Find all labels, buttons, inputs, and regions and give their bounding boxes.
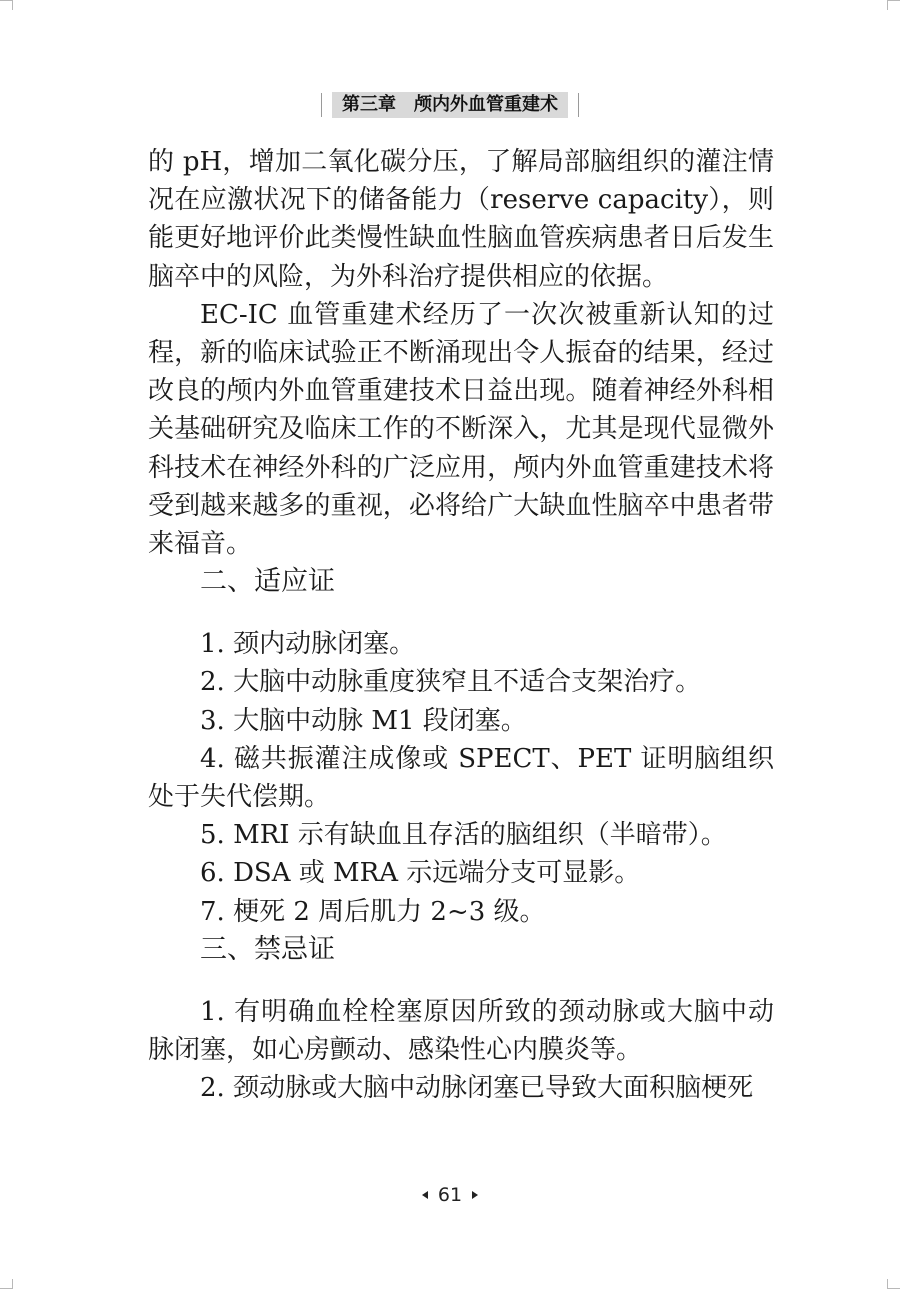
- indications-list: [148, 625, 774, 931]
- body-paragraph: 的 pH，增加二氧化碳分压，了解局部脑组织的灌注情况在应激状况下的储备能力（reserve capacity），则能更好地评价此类慢性缺血性脑血管疾病患者日后发生脑卒中的风险，为外科治疗提供相应的依据。: [148, 147, 774, 292]
- running-head-box: [332, 92, 568, 118]
- list-item: 5. MRI 示有缺血且存活的脑组织（半暗带）。: [200, 820, 727, 851]
- running-head-rule-left: [321, 93, 322, 117]
- list-item: 2. 颈动脉或大脑中动脉闭塞已导致大面积脑梗死: [200, 1073, 754, 1104]
- list-item: 2. 大脑中动脉重度狭窄且不适合支架治疗。: [200, 667, 702, 698]
- page-number: 61: [437, 1184, 463, 1206]
- section-heading-indications: 二、适应证: [200, 566, 335, 598]
- body-paragraph: EC-IC 血管重建术经历了一次次被重新认知的过程，新的临床试验正不断涌现出令人振奋的结果，经过改良的颅内外血管重建技术日益出现。随着神经外科相关基础研究及临床工作的不断深入，尤其是现代显微外科技术在神经外科的广泛应用，颅内外血管重建技术将受到越来越多的重视，必将给广大缺血性脑卒中患者带来福音。: [148, 299, 774, 560]
- crop-mark: [0, 0, 12, 1]
- triangle-left-icon: [422, 1191, 428, 1199]
- crop-mark: [887, 1279, 888, 1289]
- triangle-right-icon: [472, 1191, 478, 1199]
- list-item: 4. 磁共振灌注成像或 SPECT、PET 证明脑组织处于失代偿期。: [148, 743, 774, 813]
- page-body: [148, 143, 774, 1107]
- list-item: 3. 大脑中动脉 M1 段闭塞。: [200, 705, 527, 736]
- chapter-title: 颅内外血管重建术: [414, 94, 558, 115]
- section-heading-contraindications: 三、禁忌证: [200, 933, 335, 965]
- list-item: 1. 有明确血栓栓塞原因所致的颈动脉或大脑中动脉闭塞，如心房颤动、感染性心内膜炎等。: [148, 996, 774, 1066]
- list-item: 6. DSA 或 MRA 示远端分支可显影。: [200, 858, 641, 889]
- crop-mark: [12, 0, 13, 10]
- page-number-footer: [0, 1184, 900, 1206]
- contraindications-list: [148, 993, 774, 1108]
- chapter-number: 第三章: [342, 94, 396, 115]
- running-head-rule-right: [578, 93, 579, 117]
- list-item: 7. 梗死 2 周后肌力 2~3 级。: [200, 896, 546, 927]
- crop-mark: [887, 0, 888, 10]
- crop-mark: [12, 1279, 13, 1289]
- running-head: [0, 92, 900, 118]
- list-item: 1. 颈内动脉闭塞。: [200, 629, 416, 660]
- crop-mark: [888, 0, 900, 1]
